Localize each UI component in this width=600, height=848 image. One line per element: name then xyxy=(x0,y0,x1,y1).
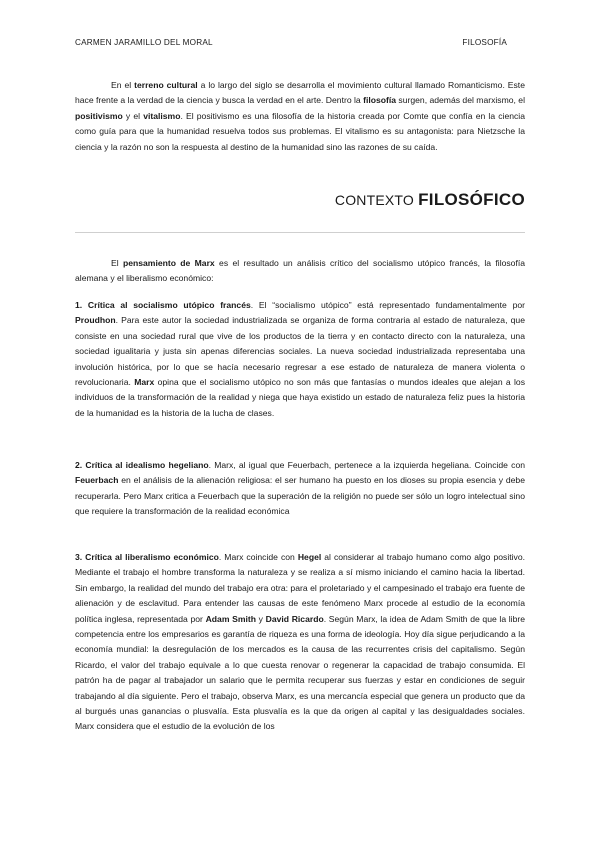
page-header xyxy=(75,38,525,52)
section-divider xyxy=(75,232,525,233)
intro-text: a lo largo del siglo se desarrolla el movimiento cultural llamado Romanticismo. Este hace frente a la verdad de la ciencia y busca la verdad en el arte. Dentro la xyxy=(75,80,525,106)
item-bold: David Ricardo xyxy=(265,613,324,624)
item-title: 2. Crítica al idealismo hegeliano xyxy=(75,460,209,470)
intro-bold: terreno cultural xyxy=(134,80,198,90)
heading-bold: FILOSÓFICO xyxy=(418,190,525,209)
intro-bold: positivismo xyxy=(75,110,123,121)
lead-text: El xyxy=(111,258,123,268)
item-text: opina que el socialismo utópico no son más que fantasías o mundos ideales que alejan a los individuos de la transformación de la realidad y niega que haya existido un estado de naturaleza feliz pues la historia de la humanidad es la historia de la lucha de clases. xyxy=(75,377,525,418)
item-bold: Adam Smith xyxy=(205,613,256,624)
item-text: en el análisis de la alienación religiosa: el ser humano ha puesto en los dioses su propia esencia y debe recuperarla. Pero Marx critica a Feuerbach que la superación de la religión no puede ser sólo un logro intelectual sino que requiere la transformación de la realidad económica xyxy=(75,475,525,517)
item-text: . Marx coincide con xyxy=(218,552,298,562)
intro-bold: vitalismo xyxy=(143,110,181,121)
intro-text: surgen, además del marxismo, el xyxy=(396,95,525,106)
item-economic-liberalism xyxy=(75,550,525,735)
intro-text: . El positivismo es una filosofía de la historia creada por Comte que confía en la ciencia como guía para que la humanidad resuelva todos sus problemas. El vitalismo es su antagonista: para Nietzsche la ciencia y la razón no son la respuesta al destino de la humanidad sino las razones de su caída. xyxy=(75,110,525,152)
intro-text: y el xyxy=(122,110,144,121)
item-text: . Marx, al igual que Feuerbach, pertenece a la izquierda hegeliana. Coincide con xyxy=(208,460,526,470)
intro-bold: filosofía xyxy=(363,95,397,106)
item-title: 3. Crítica al liberalismo económico xyxy=(75,552,219,562)
item-utopian-socialism xyxy=(75,298,525,421)
item-hegelian-idealism xyxy=(75,458,525,520)
lead-text: es el resultado un análisis crítico del socialismo utópico francés, la filosofía alemana y el liberalismo económico: xyxy=(75,258,526,284)
header-author: CARMEN JARAMILLO DEL MORAL xyxy=(75,38,213,47)
heading-light: CONTEXTO xyxy=(334,192,419,208)
item-bold: Feuerbach xyxy=(75,475,119,486)
item-bold: Marx xyxy=(134,377,155,388)
item-text: . Para este autor la sociedad industrializada se organiza de forma contraria al estado de naturaleza, que consiste en una sociedad rural que vive de los productos de la tierra y en contacto directo con la naturaleza, una sociedad igualitaria y justa sin apenas diferencias sociales. La nueva sociedad industrializada representaba una involución histórica, por lo que se hacía necesario regresar a ese estado de naturaleza de manera violenta o revolucionaria. xyxy=(75,315,525,388)
item-text: al considerar al trabajo humano como algo positivo. Mediante el trabajo el hombre transforma la naturaleza y se realiza a sí mismo iniciando el camino hacia la libertad. Sin embargo, la realidad del mundo del trabajo era otra: para el proletariado y el campesinado el trabajo era fuente de alienación y de esclavitud. Para entender las causas de este fenómeno Marx procede al estudio de la economía política inglesa, representada por xyxy=(75,552,525,624)
lead-bold: pensamiento de Marx xyxy=(122,258,215,268)
intro-text: En el xyxy=(111,80,135,90)
item-bold: Proudhon xyxy=(75,315,116,326)
lead-paragraph xyxy=(75,256,525,287)
item-text: . Según Marx, la idea de Adam Smith de que la libre competencia entre los empresarios es garantía de riqueza es una forma de ideología. Hoy día sigue perjudicando a la economía mundial: la desregulación de los mercados es la causa de las recurrentes crisis del capitalismo. Según Ricardo, el valor del trabajo equivale a lo que cuesta renovar o regenerar la capacidad de trabajo consumida. El patrón ha de pagar al trabajador un salario que le permita recuperar sus fuerzas y estar en condiciones de seguir trabajando al día siguiente. Pero el trabajo, observa Marx, es una mercancía especial que genera un producto que da al burgués unas ganancias o plusvalía. Esta plusvalía es la que da origen al capital y las desigualdades sociales. Marx considera que el estudio de la evolución de los xyxy=(75,613,526,732)
item-title: 1. Crítica al socialismo utópico francés xyxy=(75,300,251,310)
section-heading xyxy=(335,190,525,210)
header-subject: FILOSOFÍA xyxy=(462,38,507,47)
item-bold: Hegel xyxy=(297,552,322,562)
intro-paragraph xyxy=(75,78,525,155)
item-text: y xyxy=(256,613,266,624)
item-text: . El “socialismo utópico” está representado fundamentalmente por xyxy=(250,300,525,310)
